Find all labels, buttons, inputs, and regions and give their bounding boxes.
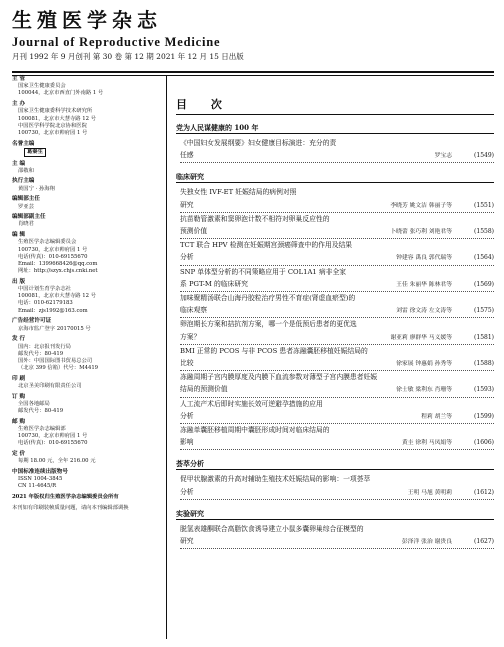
masthead-label: 主 管 (12, 76, 26, 82)
article-authors: 彭泽洋 张治 谢贵良 (401, 539, 452, 546)
masthead-line: 国外：中国国际图书贸易总公司 (18, 357, 93, 364)
masthead-label: 印 刷 (12, 375, 26, 382)
masthead-line: 罗亚芸 (18, 203, 34, 210)
masthead-honorary-editor (12, 141, 162, 157)
masthead-line: 中国计划生育学杂志社 (18, 286, 71, 293)
masthead-line: 100081，北京市大慧寺路 12 号 (18, 115, 97, 122)
masthead-label: 邮 购 (12, 418, 26, 425)
masthead-line: 100730，北京市帅府园 1 号 (18, 246, 88, 253)
masthead-line: 国家卫生健康委科学技术研究所 (18, 108, 93, 115)
masthead-label: 发 行 (12, 336, 26, 343)
article-title-line: BMI 正常的 PCOS 与非 PCOS 患者冻融囊胚移植妊娠结局的 (180, 346, 368, 355)
toc-article[interactable] (176, 424, 494, 450)
article-page: (1549) (474, 152, 494, 160)
masthead-line: （北京 399 信箱）代号：M4419 (18, 365, 99, 372)
masthead-line: 黄国宁 · 孙海翔 (18, 185, 55, 192)
masthead-line: 电话(传真)：010-69155670 (18, 253, 88, 260)
masthead-ad-license (12, 318, 162, 332)
masthead-sidebar (12, 76, 162, 639)
article-page: (1612) (474, 488, 494, 496)
masthead-line: 电话：010-62179183 (18, 300, 73, 307)
article-title-end: 分析 (180, 487, 194, 496)
toc-article[interactable] (176, 318, 494, 344)
masthead-line: 每期 18.00 元，全年 216.00 元 (18, 458, 96, 465)
masthead-line: 生殖医学杂志编辑委员会 (18, 239, 77, 246)
article-title-line: 冻融单囊胚移植周期中囊胚形成时间对临床结局的 (180, 426, 330, 435)
issn-number: ISSN 1004-3845 (18, 476, 63, 483)
article-title-line: SNP 单体型分析的不同策略应用于 COL1A1 病非全家 (180, 267, 347, 276)
article-title-end: 影响 (180, 438, 194, 447)
toc-section-title: 党为人民谋健康的 100 年 (176, 123, 259, 132)
article-title-end: 预测价值 (180, 227, 208, 236)
masthead-director (12, 196, 162, 210)
article-authors: 卜晓蕾 张巧利 刘艳君等 (390, 229, 452, 236)
article-last-line (180, 383, 494, 397)
quality-notice: 本刊如有印刷装帧质量问题，请向本刊编辑部调换 (12, 504, 129, 511)
section-gap (176, 450, 494, 456)
article-authors: 王明 马旭 黄明莉 (407, 489, 452, 496)
toc-section-title: 临床研究 (176, 172, 204, 182)
masthead-line: 100730，北京市帅府园 1 号 (18, 129, 88, 136)
masthead-line: 电话(传真)：010-69155670 (18, 440, 88, 447)
masthead-supervisor (12, 76, 162, 98)
toc-article[interactable] (176, 371, 494, 397)
cn-number: CN 11-4645/R (18, 483, 57, 490)
masthead-line: 中国医学科学院北京协和医院 (18, 122, 87, 129)
article-title-end: 研究 (180, 200, 194, 209)
article-page: (1588) (474, 360, 494, 368)
article-last-line (180, 535, 494, 549)
masthead-label: 主 办 (12, 101, 26, 108)
masthead-deputy-director (12, 214, 162, 228)
article-title-end: 分析 (180, 411, 194, 420)
article-authors: 罗宝志 (434, 153, 452, 160)
masthead-label: 名誉主编 (12, 140, 35, 147)
masthead-line: Email：1399668426@qq.com (18, 260, 98, 267)
article-title-line: 人工流产术后即时实施长效可逆避孕措施的应用 (180, 399, 323, 408)
toc-section-title: 实验研究 (176, 508, 204, 518)
article-last-line (180, 436, 494, 450)
toc-section-title: 荟萃分析 (176, 459, 204, 469)
masthead-order (12, 394, 162, 416)
article-last-line (180, 357, 494, 371)
article-authors: 徐士敏 梁利东 肖珊等 (396, 387, 452, 394)
article-title-line: 抗苗勒管激素和窦卵泡计数不相符对卵巢反应性的 (180, 214, 330, 223)
masthead-label: 出 版 (12, 278, 26, 285)
article-page: (1551) (474, 201, 494, 209)
article-title-line: 促甲状腺激素的升高对辅助生殖技术妊娠结局的影响：一项荟萃 (180, 475, 371, 484)
masthead-editor (12, 161, 162, 175)
toc-section-rule (176, 469, 494, 470)
masthead-line: 京海市监广登字 20170015 号 (18, 325, 91, 332)
article-page: (1606) (474, 439, 494, 447)
honorary-editor-name: 葛秦生 (24, 148, 46, 157)
article-authors: 钟建容 禹良 郭代瑞等 (396, 255, 452, 262)
masthead-price (12, 451, 162, 465)
toc-article[interactable] (176, 473, 494, 499)
article-title-line: TCT 联合 HPV 检测在妊娠期宫颈癌筛查中的作用及结果 (180, 241, 353, 250)
toc-heading-rule (176, 114, 494, 115)
masthead-label: 广告经营许可证 (12, 318, 52, 325)
toc-article[interactable] (176, 239, 494, 265)
article-title-line: 脱氢表雄酮联合高脂饮食诱导建立小鼠多囊卵巢综合征模型的 (180, 524, 364, 533)
masthead-line: 100081，北京市大慧寺路 12 号 (18, 293, 97, 300)
masthead-line: 生殖医学杂志编辑部 (18, 426, 66, 433)
article-authors: 李晓芳 姚文洁 韩丽子等 (390, 202, 452, 209)
toc-article[interactable] (176, 213, 494, 239)
masthead-line: 邮发代号：80-419 (18, 408, 64, 415)
masthead-label: 执行主编 (12, 178, 35, 185)
masthead-line: 北京圣美印刷有限责任公司 (18, 383, 82, 390)
article-page: (1593) (474, 386, 494, 394)
article-page: (1564) (474, 254, 494, 262)
article-authors: 谢亚莉 廖群华 马义媛等 (390, 334, 452, 341)
masthead-line: Email：zjs1992@163.com (18, 307, 88, 314)
masthead-line: 国内：北京报刊发行局 (18, 343, 71, 350)
column-divider (166, 76, 167, 639)
article-title-line: 加味聚精汤联合山海丹胶粒治疗男性不育症(肾虚血瘀型)的 (180, 294, 356, 303)
article-authors: 程莉 胡兰等 (421, 413, 452, 420)
masthead-print (12, 376, 162, 390)
article-authors: 王佳 朱丽华 陈林君等 (396, 281, 452, 288)
masthead-line: 国家卫生健康委员会 (18, 83, 66, 90)
article-page: (1599) (474, 412, 494, 420)
toc-section-rule (176, 133, 494, 134)
article-last-line (180, 199, 494, 213)
toc-heading: 目 次 (176, 98, 232, 111)
journal-title-en: Journal of Reproductive Medicine (12, 35, 221, 49)
toc-article[interactable] (176, 186, 494, 212)
issue-info: 月刊 1992 年 9 月创刊 第 30 卷 第 12 期 2021 年 12 月 15 日出版 (12, 52, 244, 61)
section-gap (176, 500, 494, 506)
article-title-end: 研究 (180, 537, 194, 546)
masthead-label: 编辑部主任 (12, 196, 40, 203)
copyright-notice: 2021 年版权归生殖医学杂志编辑委员会所有 (12, 494, 119, 501)
masthead-label: 定 价 (12, 451, 26, 458)
toc-body (176, 122, 494, 549)
article-last-line (180, 278, 494, 292)
table-of-contents (176, 98, 494, 549)
journal-header (12, 6, 494, 63)
article-page: (1581) (474, 333, 494, 341)
masthead-line: 网址：http://szyx.chjs.cnki.net (18, 268, 98, 275)
article-title-end: 比较 (180, 359, 194, 368)
masthead-line: 邮发代号：80-419 (18, 350, 64, 357)
masthead-line: 全国各地邮局 (18, 400, 50, 407)
masthead-publish (12, 279, 162, 315)
article-last-line (180, 486, 494, 500)
masthead-label: 编 辑 (12, 232, 26, 239)
article-page: (1558) (474, 228, 494, 236)
masthead-distribution (12, 336, 162, 372)
article-last-line (180, 304, 494, 318)
masthead-edit (12, 232, 162, 275)
article-page: (1627) (474, 538, 494, 546)
issn-label: 中国标准连续出版物号 (12, 469, 68, 476)
header-rule-thick (12, 71, 494, 73)
toc-article[interactable] (176, 345, 494, 371)
article-title-end: 结局的预测价值 (180, 385, 228, 394)
masthead-label: 主 编 (12, 160, 26, 167)
toc-article[interactable] (176, 137, 494, 163)
article-title-end: 分析 (180, 253, 194, 262)
masthead-mail-order (12, 419, 162, 448)
article-page: (1575) (474, 307, 494, 315)
article-authors: 徐家展 钟惠娟 孙秀等 (396, 361, 452, 368)
journal-title-cn: 生殖医学杂志 (12, 8, 162, 32)
article-authors: 黄圭 徐利 马凤娟等 (401, 440, 452, 447)
article-title-end: 任感 (180, 151, 194, 160)
masthead-line: 肖晓君 (18, 221, 34, 228)
article-title-end: 方案？ (180, 332, 201, 341)
article-title-line: 《中国妇女发展纲要》妇女健康目标演进：充分的责 (180, 139, 337, 147)
article-title-line: 卵泡期长方案和拮抗剂方案，哪一个是低预后患者的更优选 (180, 320, 357, 329)
toc-article[interactable] (176, 523, 494, 549)
article-page: (1569) (474, 280, 494, 288)
article-last-line (180, 225, 494, 239)
article-last-line (180, 331, 494, 345)
masthead-issn (12, 469, 162, 491)
article-title-end: 临床观察 (180, 306, 208, 315)
masthead-line: 邵敬和 (18, 167, 34, 174)
article-last-line (180, 410, 494, 424)
toc-section-rule (176, 182, 494, 183)
article-last-line (180, 149, 494, 163)
masthead-sponsor (12, 101, 162, 137)
article-last-line (180, 251, 494, 265)
article-title-line: 失独女性 IVF-ET 妊娠结局的病例对照 (180, 188, 297, 197)
article-title-end: 系 PGT-M 的临床研究 (180, 279, 249, 288)
masthead-label: 编辑部副主任 (12, 214, 46, 221)
masthead-label: 订 购 (12, 393, 26, 400)
toc-article[interactable] (176, 398, 494, 424)
article-title-line: 冻融周期子宫内膜厚度及内膜下血流参数对薄型子宫内膜患者妊娠 (180, 373, 378, 382)
toc-section-rule (176, 519, 494, 520)
article-authors: 刘雷 徐文涛 左文涛等 (396, 308, 452, 315)
masthead-exec-editor (12, 178, 162, 192)
section-gap (176, 163, 494, 169)
masthead-line: 100044，北京市西直门外南路 1 号 (18, 90, 104, 97)
toc-article[interactable] (176, 266, 494, 292)
masthead-line: 100730，北京市帅府园 1 号 (18, 433, 88, 440)
toc-article[interactable] (176, 292, 494, 318)
